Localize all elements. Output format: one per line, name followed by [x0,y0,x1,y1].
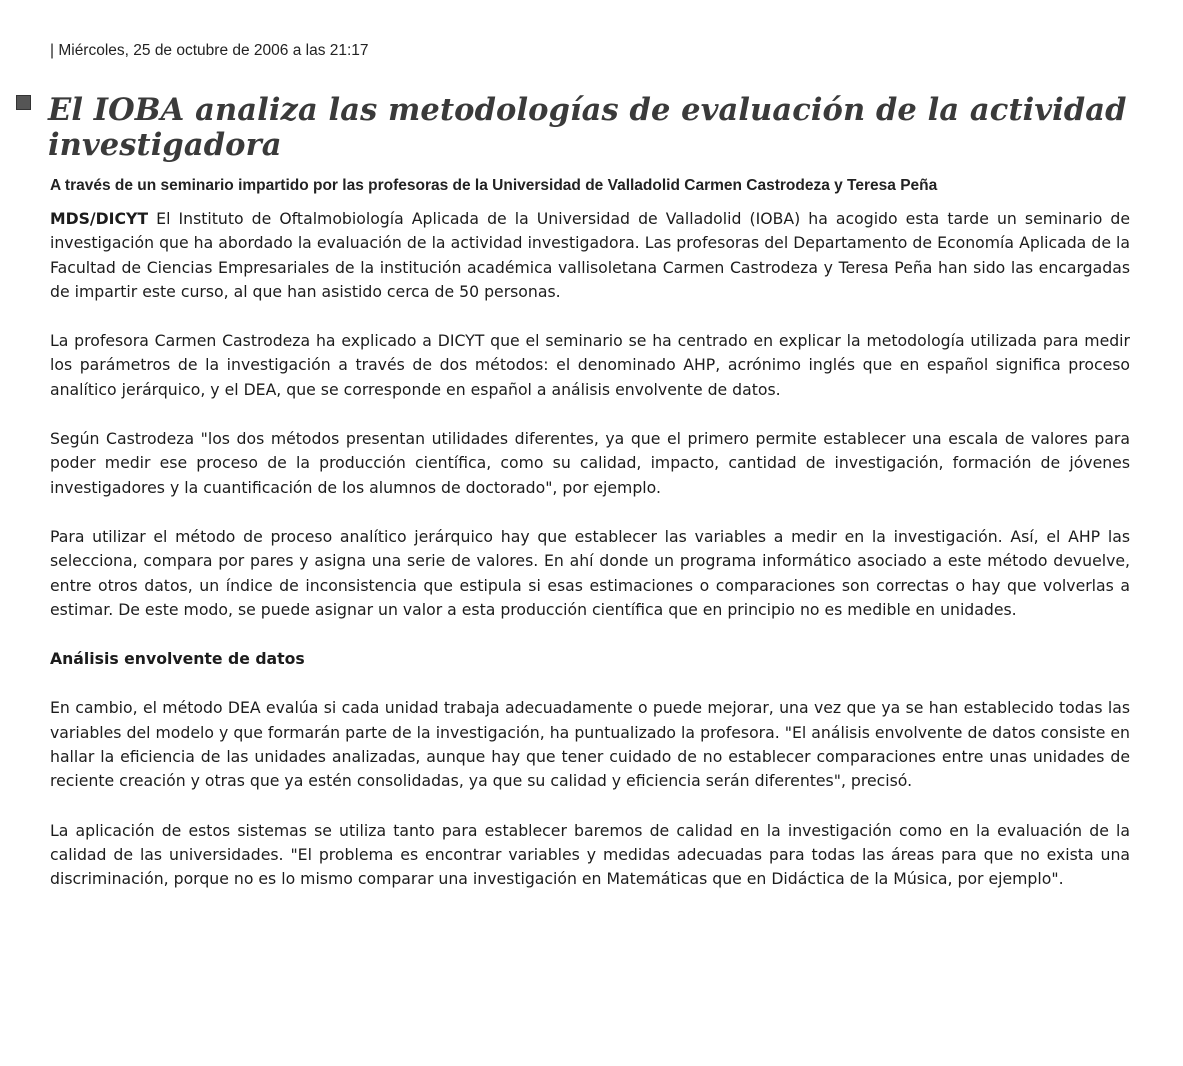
section-paragraph-1: En cambio, el método DEA evalúa si cada unidad trabaja adecuadamente o puede mejorar, una vez que ya se han establecido todas las variables del modelo y que formarán parte de la investigación, ha puntualizado la profesora. "El análisis envolvente de datos consiste en hallar la eficiencia de las unidades analizadas, aunque hay que tener cuidado de no establecer comparaciones entre unas unidades de reciente creación y otras que ya estén consolidadas, ya que su calidad y eficiencia serán diferentes", precisó. [50,698,1130,791]
article-headline: El IOBA analiza las metodologías de evaluación de la actividad investigadora [48,92,1127,163]
article-subtitle: A través de un seminario impartido por las profesoras de la Universidad de Valladolid Carmen Castrodeza y Teresa Peña [50,177,938,194]
section-heading: Análisis envolvente de datos [50,649,305,669]
agency-byline: MDS/DICYT [50,209,149,228]
article-paragraph-4: Para utilizar el método de proceso analítico jerárquico hay que establecer las variables a medir en la investigación. Así, el AHP las selecciona, compara por pares y asigna una serie de valores. En ahí donde un programa informático asociado a este método devuelve, entre otros datos, un índice de inconsistencia que estipula si esas estimaciones o comparaciones son correctas o hay que volverlas a estimar. De este modo, se puede asignar un valor a esta producción científica que en principio no es medible en unidades. [50,526,1130,619]
paragraph-text: El Instituto de Oftalmobiología Aplicada de la Universidad de Valladolid (IOBA) ha acogido esta tarde un seminario de investigación que ha abordado la evaluación de la actividad investigadora. Las profesoras del Departamento de Economía Aplicada de la Facultad de Ciencias Empresariales de la institución académica vallisoletana Carmen Castrodeza y Teresa Peña han sido las encargadas de impartir este curso, al que han asistido cerca de 50 personas. [50,209,1130,301]
article-body [50,207,1130,917]
article-paragraph-1 [50,207,1130,304]
square-bullet-icon [16,95,31,110]
article-paragraph-3: Según Castrodeza "los dos métodos presentan utilidades diferentes, ya que el primero permite establecer una escala de valores para poder medir ese proceso de la producción científica, como su calidad, impacto, cantidad de investigación, formación de jóvenes investigadores y la cuantificación de los alumnos de doctorado", por ejemplo. [50,429,1130,497]
section-paragraph-2: La aplicación de estos sistemas se utiliza tanto para establecer baremos de calidad en la investigación como en la evaluación de la calidad de las universidades. "El problema es encontrar variables y medidas adecuadas para todas las áreas para que no exista una discriminación, porque no es lo mismo comparar una investigación en Matemáticas que en Didáctica de la Música, por ejemplo". [50,820,1130,889]
article-paragraph-2: La profesora Carmen Castrodeza ha explicado a DICYT que el seminario se ha centrado en explicar la metodología utilizada para medir los parámetros de la investigación a través de dos métodos: el denominado AHP, acrónimo inglés que en español significa proceso analítico jerárquico, y el DEA, que se corresponde en español a análisis envolvente de datos. [50,331,1130,399]
article-dateline: | Miércoles, 25 de octubre de 2006 a las 21:17 [50,42,369,59]
